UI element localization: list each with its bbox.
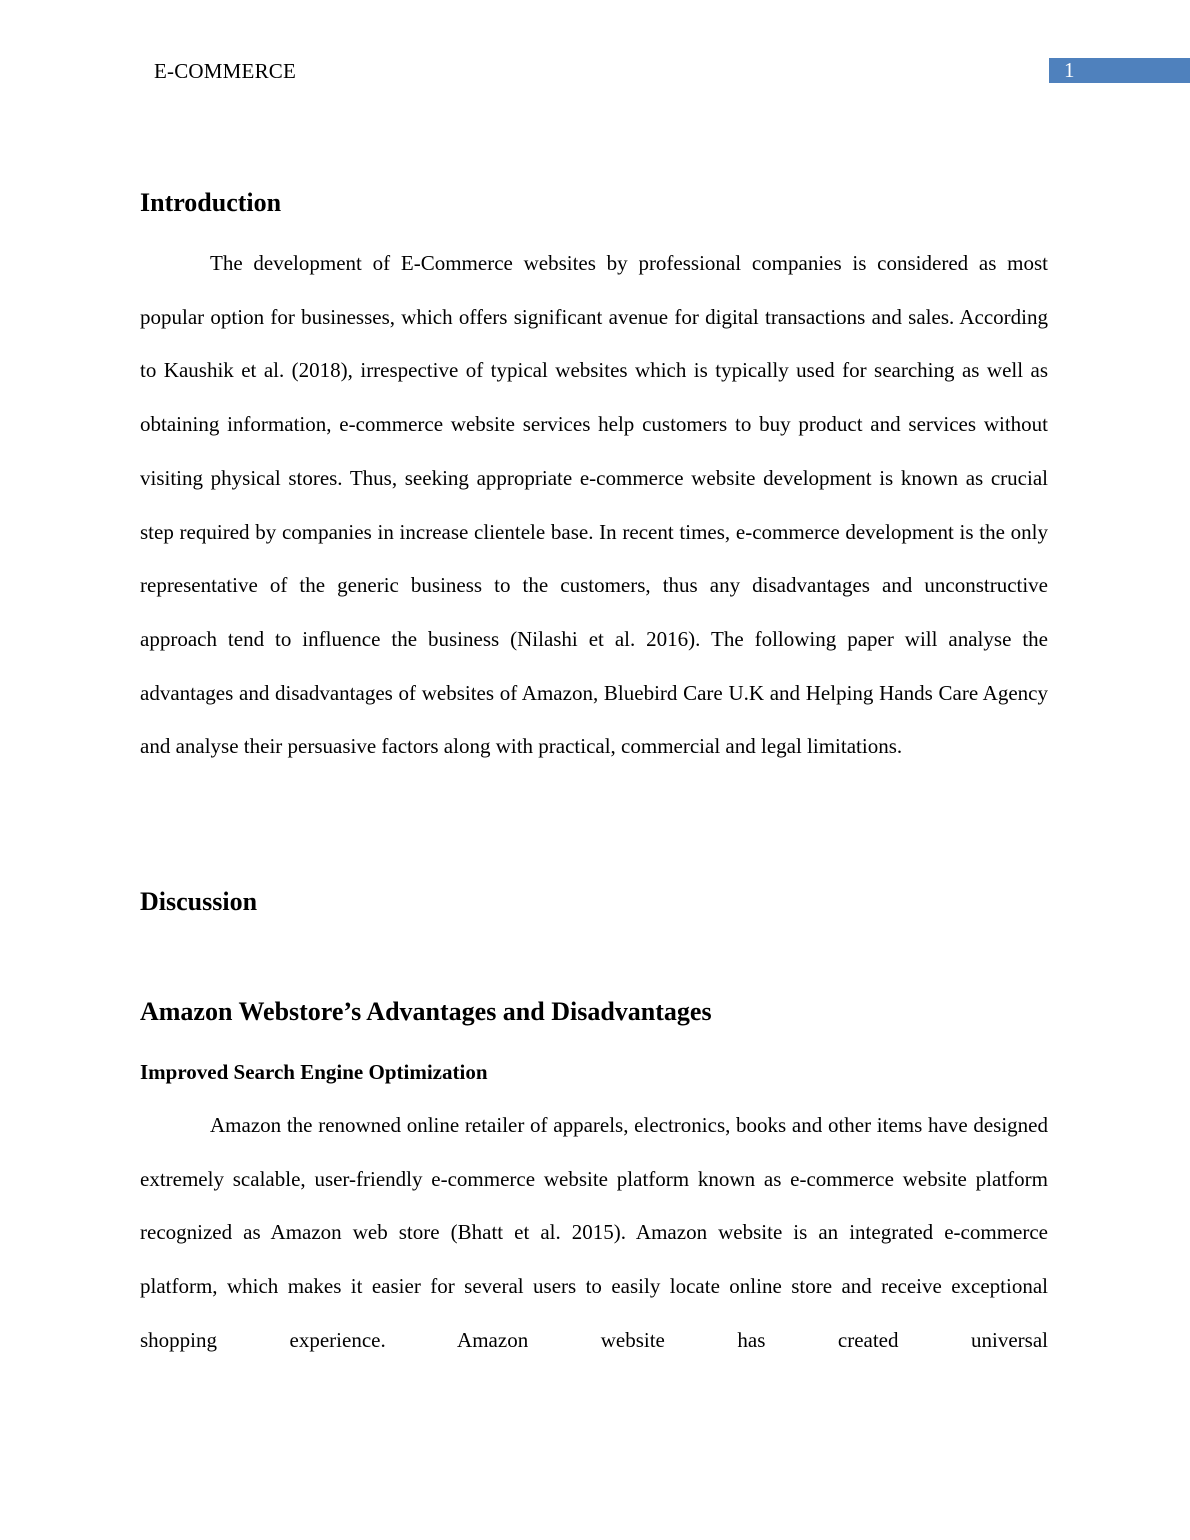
amazon-paragraph: Amazon the renowned online retailer of apparels, electronics, books and other items have designed extremely scalable, user-friendly e-commerce website platform known as e-commerce website platform recognized as Amazon web store (Bhatt et al. 2015). Amazon website is an integrated e-commerce platform, which makes it easier for several users to easily locate online store and receive exceptional shopping experience. Amazon website has created universal bbox=[140, 1113, 1048, 1352]
amazon-section-heading: Amazon Webstore’s Advantages and Disadvantages bbox=[140, 997, 712, 1026]
running-head: E-COMMERCE bbox=[154, 59, 297, 83]
introduction-heading: Introduction bbox=[140, 188, 282, 217]
page-number-box bbox=[1049, 58, 1190, 83]
discussion-heading: Discussion bbox=[140, 887, 258, 916]
page-number: 1 bbox=[1064, 58, 1075, 82]
introduction-paragraph: The development of E-Commerce websites by professional companies is considered as most popular option for businesses, which offers significant avenue for digital transactions and sales. According to Kaushik et al. (2018), irrespective of typical websites which is typically used for searching as well as obtaining information, e-commerce website services help customers to buy product and services without visiting physical stores. Thus, seeking appropriate e-commerce website development is known as crucial step required by companies in increase clientele base. In recent times, e-commerce development is the only representative of the generic business to the customers, thus any disadvantages and unconstructive approach tend to influence the business (Nilashi et al. 2016). The following paper will analyse the advantages and disadvantages of websites of Amazon, Bluebird Care U.K and Helping Hands Care Agency and analyse their persuasive factors along with practical, commercial and legal limitations. bbox=[140, 251, 1048, 759]
seo-subheading: Improved Search Engine Optimization bbox=[140, 1060, 488, 1084]
